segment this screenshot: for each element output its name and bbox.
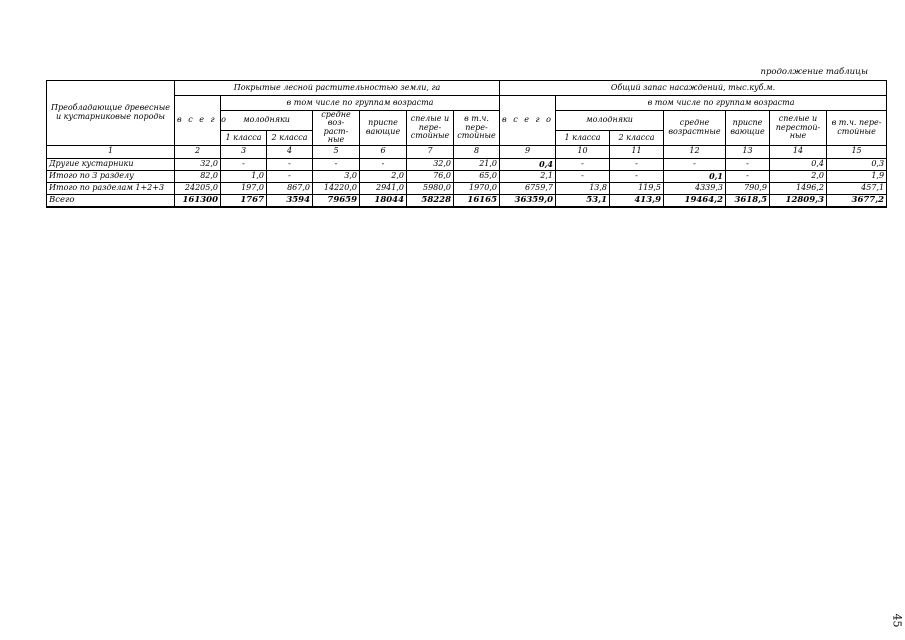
volume-ripening-header: приспе вающие [726, 111, 770, 146]
area-class2-header: 2 класса [267, 131, 313, 146]
row-name: Итого по разделам 1+2+3 [47, 182, 175, 194]
column-number: 9 [500, 145, 556, 158]
cell: 161300 [175, 194, 221, 207]
cell: - [664, 158, 726, 170]
cell: 65,0 [454, 170, 500, 182]
area-mature-header: спелые и пере- стойные [407, 111, 454, 146]
cell: 1496,2 [770, 182, 827, 194]
cell: - [221, 158, 267, 170]
column-number: 1 [47, 145, 175, 158]
cell: 790,9 [726, 182, 770, 194]
volume-middle-header: средне возрастные [664, 111, 726, 146]
cell: 21,0 [454, 158, 500, 170]
cell: 2,0 [770, 170, 827, 182]
species-header: Преобладающие древесные и кустарниковые породы [47, 81, 175, 146]
cell: 867,0 [267, 182, 313, 194]
cell: 32,0 [175, 158, 221, 170]
cell: 1,9 [827, 170, 887, 182]
cell: 457,1 [827, 182, 887, 194]
column-number: 14 [770, 145, 827, 158]
row-name: Другие кустарники [47, 158, 175, 170]
forest-table [46, 80, 887, 208]
cell: 19464,2 [664, 194, 726, 207]
cell: - [313, 158, 360, 170]
column-number: 12 [664, 145, 726, 158]
cell: 82,0 [175, 170, 221, 182]
cell: - [610, 170, 664, 182]
cell: 53,1 [556, 194, 610, 207]
column-number: 15 [827, 145, 887, 158]
column-number: 11 [610, 145, 664, 158]
table-caption: продолжение таблицы [760, 67, 868, 77]
volume-total-header: в с е г о [500, 96, 556, 146]
cell: - [610, 158, 664, 170]
column-number: 4 [267, 145, 313, 158]
cell: 3,0 [313, 170, 360, 182]
volume-class2-header: 2 класса [610, 131, 664, 146]
column-number: 13 [726, 145, 770, 158]
column-number: 8 [454, 145, 500, 158]
cell: 1,0 [221, 170, 267, 182]
column-number: 7 [407, 145, 454, 158]
column-number: 6 [360, 145, 407, 158]
cell: - [726, 170, 770, 182]
cell: 79659 [313, 194, 360, 207]
cell: 3677,2 [827, 194, 887, 207]
cell: 36359,0 [500, 194, 556, 207]
cell: 13,8 [556, 182, 610, 194]
volume-group-header: Общий запас насаждений, тыс.куб.м. [500, 81, 887, 96]
cell: 5980,0 [407, 182, 454, 194]
cell: 6759,7 [500, 182, 556, 194]
cell: 0,4 [770, 158, 827, 170]
cell: 3618,5 [726, 194, 770, 207]
row-name: Всего [47, 194, 175, 207]
area-age-groups-header: в том числе по группам возраста [221, 96, 500, 111]
cell: 1970,0 [454, 182, 500, 194]
volume-mature-header: спелые и перестой- ные [770, 111, 827, 146]
page-number: 45 [890, 613, 904, 628]
cell: 0,3 [827, 158, 887, 170]
cell: 119,5 [610, 182, 664, 194]
cell: 2941,0 [360, 182, 407, 194]
area-overmature-header: в т.ч. пере- стойные [454, 111, 500, 146]
cell: 2,1 [500, 170, 556, 182]
cell: 18044 [360, 194, 407, 207]
area-group-header: Покрытые лесной растительностью земли, га [175, 81, 500, 96]
cell: 0,4 [500, 158, 556, 170]
header-row-1 [47, 81, 887, 96]
cell: 197,0 [221, 182, 267, 194]
cell: 24205,0 [175, 182, 221, 194]
column-number: 3 [221, 145, 267, 158]
area-class1-header: 1 класса [221, 131, 267, 146]
cell: 58228 [407, 194, 454, 207]
table-row-total [47, 194, 887, 207]
cell: 12809,3 [770, 194, 827, 207]
column-number-row [47, 145, 887, 158]
area-young-header: молодняки [221, 111, 313, 131]
cell: 3594 [267, 194, 313, 207]
table-row [47, 170, 887, 182]
column-number: 2 [175, 145, 221, 158]
cell: 2,0 [360, 170, 407, 182]
volume-young-header: молодняки [556, 111, 664, 131]
cell: - [267, 158, 313, 170]
volume-class1-header: 1 класса [556, 131, 610, 146]
cell: - [556, 158, 610, 170]
table-row [47, 182, 887, 194]
cell: 14220,0 [313, 182, 360, 194]
column-number: 10 [556, 145, 610, 158]
area-ripening-header: приспе вающие [360, 111, 407, 146]
cell: 16165 [454, 194, 500, 207]
cell: 32,0 [407, 158, 454, 170]
cell: 76,0 [407, 170, 454, 182]
cell: 1767 [221, 194, 267, 207]
cell: 0,1 [664, 170, 726, 182]
volume-age-groups-header: в том числе по группам возраста [556, 96, 887, 111]
table-row [47, 158, 887, 170]
volume-overmature-header: в т.ч. пере- стойные [827, 111, 887, 146]
cell: 4339,3 [664, 182, 726, 194]
cell: - [556, 170, 610, 182]
area-middle-header: средне воз- раст- ные [313, 111, 360, 146]
cell: - [360, 158, 407, 170]
area-total-header: в с е г о [175, 96, 221, 146]
row-name: Итого по 3 разделу [47, 170, 175, 182]
cell: 413,9 [610, 194, 664, 207]
cell: - [267, 170, 313, 182]
column-number: 5 [313, 145, 360, 158]
cell: - [726, 158, 770, 170]
